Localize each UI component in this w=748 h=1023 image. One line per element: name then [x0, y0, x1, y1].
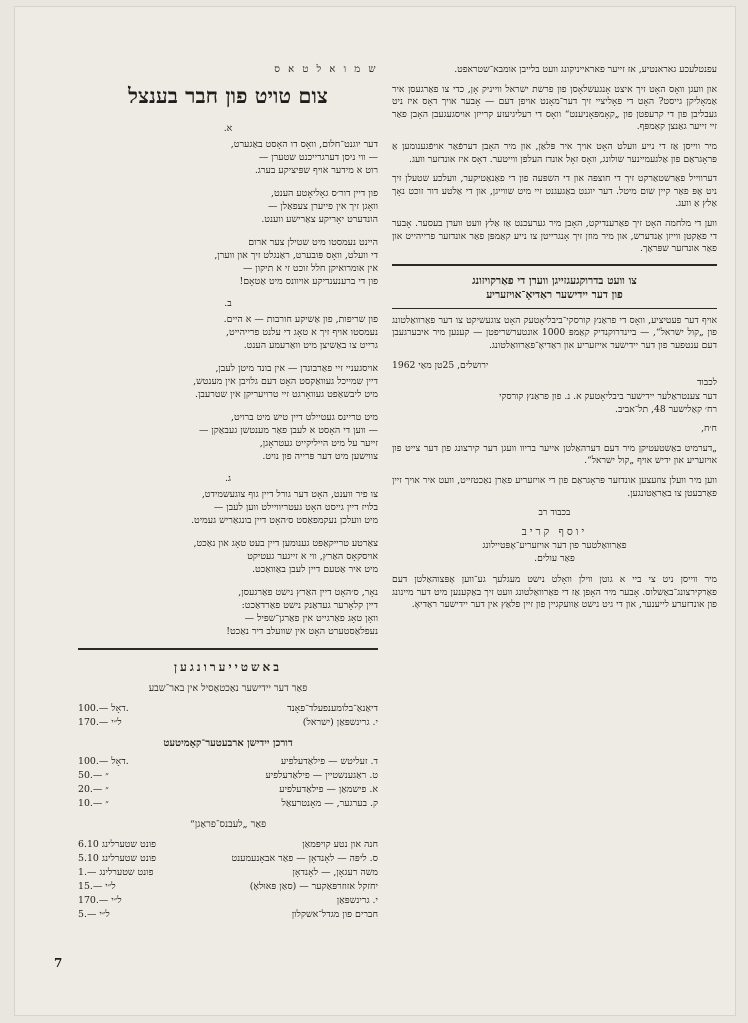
donor-name: ק. בערגער, — מאָנטרעאַל: [281, 798, 378, 809]
donor-name: א. פישמאַן — פילאַדעלפיע: [279, 784, 378, 795]
donor-name: חנה און נטע קויפּמאַן: [302, 839, 378, 850]
ledger-subhead: דורכן יידישן ארבעטער־קאָמיטעט: [163, 738, 293, 749]
donor-name: דיאַנאַ־בלומענפעלד־פאָנד: [287, 703, 378, 714]
poem-line: נאָר, ס׳האָט דיין האַרץ נישט פאַרגעסן,: [238, 587, 378, 598]
ledger-row: [78, 797, 378, 811]
poem-line: אויסקאָס האַרץ, ווי א זייגער געטיקט: [247, 551, 378, 562]
poem-line: אויסגעניי זיי פאַרבונדן — אין בונד מיטן לעבן,: [215, 363, 378, 374]
notice-title-line2: פון דער יידישער ראַדיאָ־אויזעריע: [486, 288, 623, 301]
stanza: [78, 138, 378, 177]
donation-amount: 10.— ״: [78, 798, 109, 809]
donation-amount: 20.— ״: [78, 784, 109, 795]
poem-line: הונדערט יאָריקע צאַרישע ווענט.: [261, 214, 378, 225]
ledger-row: [78, 783, 378, 797]
ledger-row: [78, 755, 378, 769]
poem-line: — ווי ניסן דערגרייכנט שטערן —: [258, 152, 378, 163]
signer-org: פאַר עולים.: [534, 553, 575, 565]
poem-line: מיט טריינס געטיילט דיין טיש מיט ברויט,: [230, 412, 378, 423]
stanza: [78, 411, 378, 463]
poem-line: מיט ליבשאַפט געוואָרגט זיי טרויעריקן אין שטרעבן.: [195, 389, 378, 400]
donation-amount: 50.— ״: [78, 770, 109, 781]
poem-line: פון דיין דור׳ס גאָליאָטע הענט,: [271, 188, 378, 199]
stanza-number: ג.: [224, 473, 232, 484]
ledger-row: [78, 866, 378, 880]
poem-line: זייער על מיט הייליקייט געטראָגן,: [259, 438, 378, 449]
notice-title: צו וועט בדרוקגעגזייגן ווערן די פאַרקויזונג: [472, 274, 637, 287]
poem-line: נעמסטו אויף זיך א טאָג די עלנט פרייהייט,: [226, 327, 378, 338]
ledger-row: [78, 838, 378, 852]
ledger-row: [78, 716, 378, 730]
article-paragraph: מיר ווייסן אַז די נייע וועלט האָט אויך איר פּלאַן, און מיר האָבן דערפֿאַר אויפֿגענומען אַ פּראָגראַם פון אַלגעמיינער שולונג, וואָס זאָל אונדז העלפן ווייטער. דאָס איז אונדזער וועג.: [392, 140, 717, 165]
ledger-heading: באשטייערונגען: [174, 660, 282, 674]
dateline: ירושלים, 25טן מאַי 1962: [392, 359, 489, 371]
donor-name: חברים פון מגדל־אשקלון: [291, 909, 378, 920]
poem-line: — ווען די האָסט א לעבן פאַר מענטשן געבאַקן —: [199, 425, 378, 436]
stanza: [78, 236, 378, 288]
poem: [78, 123, 378, 638]
article-paragraph: דערווייל פאַרשטאַרקט זיך די חוצפּה און די השפּעה פון די פאַנאַטיקער, וועלכע שטעלן זיך ניט אָפּ פאַר קיין שום מיטל. דער יוגנט באַגעגנט זיי מיט שווייגן, און די אַלטע דור זוכט נאָך אַלץ אַ וועג.: [392, 173, 717, 210]
notice-paragraph: אויף דער פעטיציע, וואָס די פראַנץ קורסקי־ביבליאָטעק האָט צוגעשיקט צו דער פאַרוואַלטונג פון „קול ישראל“, — ביינדרוקנדיק קאַמפּ 1000 אונטערשריפטן — קענען מיר איבערגעבן דעם ענטפער פון דער יידישער אייזעריע און ראַדיאָ־פאַרוואַלטונג.: [392, 314, 717, 351]
donation-amount: 170.— ל״י: [78, 895, 122, 906]
poem-line: דיין שמייכל געוואַקסט האָט דעם גלויבן אין מענטש,: [193, 376, 378, 387]
stanza: [78, 586, 378, 638]
article-paragraph: און וועגן וואָס האָט זיך איצט אָנגעשלאָסן פון פרשת ישראל ווייניק אָן, כדי צו פאַרגעסן איר אַמאָליקן גייסט? האָט די פאָליציי זיך דער־מאָנט אויפן דעם — אָבער אויך דאָס איז ניט געבליבן פון די קרעפטן פון „קאָמפּאָניענט“ וואָס די רעליגיעזע קרייזן אויסגעגעבן האָבן פאַר זיי זייער גאַנצן קאַמפּף.: [392, 83, 717, 133]
donation-amount: 5.— ל״י: [78, 909, 110, 920]
ledger-row: [78, 702, 378, 716]
newspaper-page: [14, 6, 736, 1016]
donor-name: ט. ראַגענשטיין — פילאַדעלפיע: [265, 770, 378, 781]
ledger-row: [78, 852, 378, 866]
divider: [392, 308, 717, 309]
stanza-number: א.: [223, 123, 233, 134]
poem-line: צאַרטע טרייקאַפּט גענומען דיין בעט טאָג און נאַכט,: [193, 538, 378, 549]
closing-paragraph: מיר ווייסן ניט צי ביי א גוטן ווילן וואָלט נישט מעגלעך גע־ווען אָפּצוהאַלטן דעם פאַרקירצונג־באַשלוס. אָבער מיר האָפן אַז די פאַרוואַלטונג וועט זיך באַקענען מיט דער מיינונג פון אונדזערע לייענער, און די גיט נישט אַוועקגיין פון זיין פלאַץ אין דער יידישער ראַדיאָ.: [392, 574, 717, 611]
divider: [78, 648, 378, 650]
poem-line: אין אומרואיקן חלל זוכט זי א תיקון —: [242, 263, 378, 274]
sign-label: בכבוד רב: [538, 507, 571, 519]
donation-amount: 15.— ל״י: [78, 881, 116, 892]
poem-title: צום טויט פון חבר בענצל: [128, 83, 328, 108]
donor-name: ד. זעליטש — פילאַדעלפיע: [280, 756, 378, 767]
donation-amount: 100.— דאָל.: [78, 756, 129, 767]
poem-line: רוט א מידער אויף שפּיציקע בערג.: [254, 165, 378, 176]
to-label: לכבוד: [697, 376, 717, 388]
poem-line: פון שריפות, פון אַשיקע חורבות — א היים.: [223, 314, 378, 325]
greeting: ח׳ח,: [701, 423, 717, 435]
donation-amount: 5.10 פונט שטערלינג: [78, 853, 157, 864]
right-column: [392, 6, 717, 619]
poem-line: וואָן טאָג פאַרגייט אין פאַרגן־שפּיל —: [244, 613, 378, 624]
donor-name: יחזקל אזוזרפּאַקער — (סאַן פּאוּלאָ): [249, 881, 378, 892]
poem-line: היינט נעמסטו מיט שטילן צער ארום: [248, 237, 378, 248]
poem-line: דער יוגנט־חלום, וואָס דו האָסט באַגערט,: [230, 139, 378, 150]
stanza: [78, 187, 378, 226]
ledger-subhead: פאַר „לעבנס־פראַגן“: [189, 819, 267, 830]
article-paragraph: עפנטלעכע גאראנטיע, אז זייער פאראייניקונג וועט בלייבן אומבא־שטראפט.: [454, 64, 717, 75]
author-name: ש מ ו א ל ט א ס: [274, 64, 378, 75]
poem-line: די וועלט, וואָס פּובערט, ראַנגלט זיך און ווערן,: [214, 250, 378, 261]
letter-body: „דערמיט באַשטעטיקן מיר דעם דערהאַלטן אייער בריוו וועגן דער קירצונג פון דער צייט פון אויזעריע און ידיש אויף „קול ישראל“.: [392, 442, 717, 467]
poem-line: גרייט צו באַשיצן מיט וואַרעמע הענט.: [243, 340, 378, 351]
stanza: [78, 537, 378, 576]
donation-amount: 1.— פונט שטערלינג: [78, 867, 154, 878]
signer-title: פאַרוואַלטער פון דער אויזעריע־אָפּטיילונג: [482, 540, 627, 552]
donor-name: משה רעגאָן, — לאָנדאָן: [292, 867, 378, 878]
left-column: [78, 6, 378, 922]
poem-line: נעפלאַסטערט האָט אין שוועלב דיר נאַכט!: [226, 626, 378, 637]
contributions-ledger: [78, 660, 378, 922]
stanza: [78, 362, 378, 401]
donation-amount: 100.— דאָל.: [78, 703, 129, 714]
stanza-number: ב.: [224, 298, 232, 309]
page-number: 7: [54, 956, 63, 970]
signer-name: יוסף קריב: [521, 526, 588, 539]
ledger-row: [78, 894, 378, 908]
donor-name: י. גרינשפּאַן: [336, 895, 378, 906]
poem-line: בלויז דיין גייסט האָט געטריוויילט ווען לעבן —: [213, 502, 378, 513]
addressee-line: רח׳ קאַלישער 48, תל־אביב.: [615, 403, 717, 415]
poem-line: צווישען מיט דער פּרייה פון נויט.: [262, 451, 378, 462]
stanza: [78, 313, 378, 352]
donor-name: י. גרינשפּאַן (ישראל): [302, 717, 378, 728]
poem-line: מיט וועלכן נעקמפאַסט ס׳האָט דיין בונגאַריש געמיט.: [191, 515, 378, 526]
ledger-intro: פאַר דער יידישער נאַכטאַסיל אין באר־שבע: [148, 683, 308, 694]
ledger-row: [78, 880, 378, 894]
radio-notice: [392, 274, 717, 612]
divider: [392, 264, 717, 266]
stanza: [78, 488, 378, 527]
ledger-row: [78, 908, 378, 922]
poem-line: מיט איר אַטעם דיין לעבן באַוואַכט.: [252, 564, 378, 575]
letter-body: ווען מיר וועלן צוזעצען אונדזער פּראָגראַם פון די אויזעריע פאַרן נאַכטזייט, וועט איר אויך זיין פאַרבעטן צו באַראַטונגען.: [392, 475, 717, 499]
addressee-line: דער צענטראַלער יידישער ביבליאָטעק א. נ. פון פראַנץ קורסקי: [499, 391, 717, 403]
poem-line: פון די ברענענדיקע אויוונס מיט אַטאָם!: [239, 276, 378, 287]
poem-line: צו פיר ווענט, האָט דער גורל דיין גוף צוגעשמידט,: [201, 489, 378, 500]
donation-amount: 6.10 פונט שטערלינג: [78, 839, 157, 850]
article: [392, 64, 717, 256]
poem-line: דיין קלאָרער געדאַנק נישט פאַרדאַכט:: [241, 600, 378, 611]
donation-amount: 170.— ל״י: [78, 717, 122, 728]
ledger-row: [78, 769, 378, 783]
poem-line: וואָגן זיך אין פייערן צעפאַלן —: [268, 201, 378, 212]
donor-name: ס. ליפּה — לאָנדאָן — פאַר אבאָנעמענט: [231, 853, 378, 864]
article-paragraph: ווען די מלחמה האָט זיך פאַרענדיקט, האָבן מיר גערעכנט אַז אַלץ וועט ווערן בעסער. אָבער די פאַקטן ווייזן אַנדערש, און מיר מוזן זיך אָנגרייטן צו נייע קאַמפּן פאַר אונדזער פרייהייט און פאַר אונדזער שפּראַך.: [392, 217, 717, 255]
